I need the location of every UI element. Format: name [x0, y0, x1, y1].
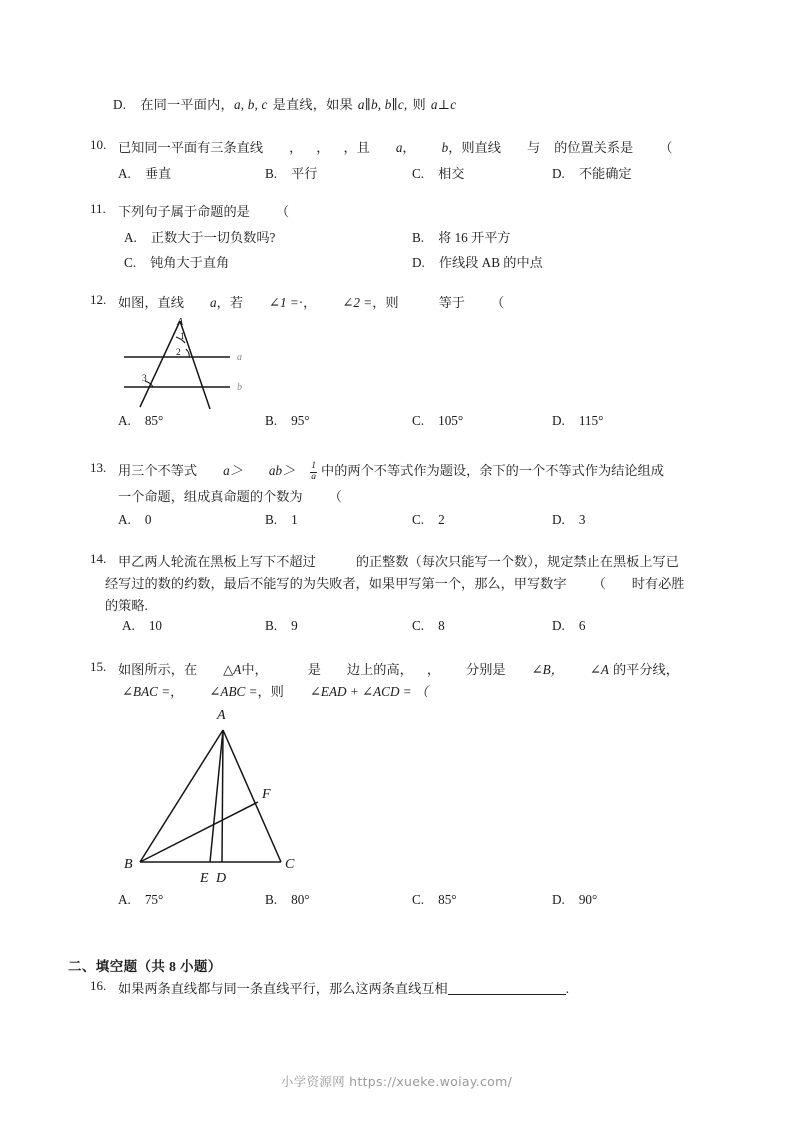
- option-label: D.: [552, 892, 565, 907]
- fraction-numerator: 1: [311, 461, 317, 472]
- q15-angle-a: ∠A: [589, 662, 609, 677]
- q15-line2-c: ∠ABC =: [209, 684, 258, 699]
- q12-stem-d: 等于: [438, 295, 465, 310]
- option-label: A.: [118, 166, 131, 181]
- q13-expr-2: ab＞: [268, 463, 296, 478]
- q16-stem-text: 如果两条直线都与同一条直线平行，那么这两条直线互相: [118, 981, 448, 996]
- option-text: 1: [291, 512, 298, 527]
- svg-text:B: B: [124, 857, 133, 872]
- option-text: 105°: [438, 413, 464, 428]
- q10-stem-a: 已知同一平面有三条直线: [118, 140, 264, 155]
- q10-paren: （: [659, 140, 673, 155]
- question-13-stem-line-1: [118, 460, 664, 483]
- question-13-option-a[interactable]: [118, 512, 151, 528]
- q15-line2-a: ∠BAC =: [122, 684, 171, 699]
- option-label: C.: [124, 255, 137, 270]
- q12-paren: （: [490, 295, 505, 310]
- option-label: C.: [412, 413, 425, 428]
- question-15-option-b[interactable]: [265, 892, 310, 908]
- q11-paren: （: [275, 204, 290, 219]
- option-label: A.: [118, 892, 131, 907]
- question-14-option-d[interactable]: [552, 618, 585, 634]
- option-text: 在同一平面内，: [140, 97, 234, 112]
- option-text: 不能确定: [578, 166, 632, 181]
- q15-triangle: △A: [223, 662, 242, 677]
- question-10-option-a[interactable]: [118, 163, 171, 182]
- question-11-stem: [118, 201, 289, 223]
- option-label: C.: [412, 618, 425, 633]
- q15-line1-f: 分别是: [466, 662, 506, 677]
- q14-line2-b: 时有必胜: [631, 576, 685, 591]
- svg-text:1: 1: [180, 332, 185, 342]
- option-text: 85°: [144, 413, 164, 428]
- question-11-option-c[interactable]: [124, 252, 229, 271]
- q14-line1-b: 的正整数（每次只能写一个数），规定禁止在黑板上写已: [355, 554, 679, 569]
- question-12-number: 12.: [90, 292, 107, 307]
- q12-var-1: a: [209, 295, 217, 310]
- question-14-stem-line-1: [118, 551, 679, 573]
- option-text: 3: [578, 512, 586, 527]
- q12-angle-1: ∠1 =: [268, 295, 299, 310]
- q16-period: .: [565, 981, 569, 996]
- option-label: D.: [552, 618, 565, 633]
- q15-line1-b: 中，: [241, 662, 268, 677]
- option-label: D.: [412, 255, 425, 270]
- option-label: B.: [265, 892, 278, 907]
- q13-stem-b: 中的两个不等式作为题设，余下的一个不等式作为结论组成: [321, 463, 664, 478]
- q10-var-2: b: [441, 140, 449, 155]
- q13-stem-c: 一个命题，组成真命题的个数为: [118, 489, 303, 504]
- section-2-heading: 二、填空题（共 8 小题）: [68, 959, 222, 974]
- option-text: 10: [148, 618, 163, 633]
- q12-angle-2: ∠2 =: [342, 295, 373, 310]
- q10-stem-h: 的位置关系是: [554, 140, 634, 155]
- q10-stem-d: ，且: [343, 140, 370, 155]
- svg-text:2: 2: [176, 348, 181, 358]
- option-label: A.: [118, 413, 131, 428]
- svg-text:3: 3: [142, 374, 147, 384]
- option-label: D.: [552, 413, 565, 428]
- fraction-denominator: a: [311, 472, 317, 483]
- q10-stem-e: ，: [402, 140, 416, 155]
- option-text-3: 则: [412, 97, 426, 112]
- option-label: C.: [412, 166, 425, 181]
- q14-paren: （: [592, 576, 606, 591]
- option-text: 0: [144, 512, 152, 527]
- q10-stem-f: ，则直线: [448, 140, 501, 155]
- option-text: 2: [438, 512, 445, 527]
- question-16-stem: [118, 978, 569, 1000]
- question-14-stem-line-3: [105, 595, 148, 617]
- option-text: 90°: [578, 892, 598, 907]
- option-text-2: 是直线，如果: [272, 97, 353, 112]
- svg-text:A: A: [177, 317, 184, 328]
- option-text: 8: [438, 618, 445, 633]
- question-10-option-d[interactable]: [552, 163, 632, 182]
- q12-stem-b: ，若: [216, 295, 243, 310]
- question-15-stem-line-1: [118, 659, 679, 681]
- svg-text:C: C: [285, 857, 295, 872]
- question-10-stem: [118, 137, 672, 159]
- q10-stem-b: ，: [289, 140, 303, 155]
- q15-line1-g: 的平分线，: [612, 662, 679, 677]
- option-label: A.: [122, 618, 135, 633]
- q10-stem-c: ，: [316, 140, 330, 155]
- option-label: D.: [113, 97, 127, 112]
- option-text: 85°: [438, 892, 457, 907]
- question-14-option-b[interactable]: [265, 618, 298, 634]
- option-condition: a∥b, b∥c,: [357, 97, 408, 112]
- q13-fraction: [310, 462, 317, 483]
- option-label: A.: [124, 230, 137, 245]
- q12-stem-a: 如图，直线: [118, 295, 184, 310]
- q10-stem-g: 与: [526, 140, 541, 155]
- question-13-option-c[interactable]: [412, 512, 445, 528]
- q10-var-1: a: [395, 140, 403, 155]
- q11-stem-text: 下列句子属于命题的是: [118, 204, 250, 219]
- option-text: 平行: [291, 166, 318, 181]
- question-15-option-d[interactable]: [552, 892, 597, 908]
- svg-text:E: E: [200, 871, 209, 886]
- option-label: B.: [265, 166, 278, 181]
- question-12-option-a[interactable]: [118, 413, 163, 429]
- svg-text:b: b: [237, 382, 242, 393]
- option-label: A.: [118, 512, 131, 527]
- q13-stem-a: 用三个不等式: [118, 463, 198, 478]
- option-label: D.: [552, 512, 565, 527]
- q14-line3: 的策略.: [105, 598, 148, 613]
- question-16-number: 16.: [90, 978, 107, 993]
- footer-watermark: 小学资源网 https://xueke.woiay.com/: [280, 1074, 513, 1089]
- option-text: 正数大于一切负数吗?: [150, 230, 276, 245]
- svg-text:a: a: [237, 352, 242, 363]
- option-text: 115°: [578, 413, 604, 428]
- question-14-option-a[interactable]: [122, 618, 162, 634]
- option-text: 相交: [438, 166, 465, 181]
- option-text: 垂直: [144, 166, 172, 181]
- question-13-number: 13.: [90, 460, 107, 475]
- question-13-stem-line-2: [118, 486, 342, 508]
- question-13-option-b[interactable]: [265, 512, 298, 528]
- question-10-number: 10.: [90, 137, 107, 152]
- question-12-option-d[interactable]: [552, 413, 603, 429]
- question-9-option-d: [113, 94, 456, 116]
- q15-line1-a: 如图所示，在: [118, 662, 198, 677]
- question-14-number: 14.: [90, 551, 107, 566]
- question-15-stem-line-2: [122, 681, 428, 703]
- question-10-option-b[interactable]: [265, 163, 317, 182]
- q15-line1-c: 是: [307, 662, 321, 677]
- q12-angle-1-value: ·，: [298, 295, 317, 310]
- q15-angle-b: ∠B，: [531, 662, 564, 677]
- option-text: 作线段 AB 的中点: [438, 255, 543, 270]
- option-text: 80°: [291, 892, 310, 907]
- option-label: D.: [552, 166, 565, 181]
- question-15-option-a[interactable]: [118, 892, 163, 908]
- svg-text:A: A: [217, 708, 226, 723]
- question-15-option-c[interactable]: [412, 892, 457, 908]
- option-label: B.: [265, 512, 278, 527]
- question-11-option-a[interactable]: [124, 227, 275, 246]
- option-text: 75°: [144, 892, 164, 907]
- question-10-option-c[interactable]: [412, 163, 464, 182]
- q15-line2-d: ，则: [257, 684, 284, 699]
- option-conclusion: a⊥c: [430, 97, 457, 112]
- option-text: 6: [578, 618, 586, 633]
- q13-paren: （: [328, 489, 342, 504]
- question-15-number: 15.: [90, 659, 107, 674]
- question-15-figure: [118, 702, 308, 887]
- q15-line1-e: ，: [426, 662, 441, 677]
- q12-angle-2-value: ，: [372, 295, 386, 310]
- question-12-figure: [118, 315, 258, 410]
- question-11-option-b[interactable]: [412, 227, 511, 246]
- q14-line1-a: 甲乙两人轮流在黑板上写下不超过: [118, 554, 316, 569]
- question-11-number: 11.: [90, 201, 106, 216]
- option-label: B.: [412, 230, 425, 245]
- option-label: B.: [265, 618, 278, 633]
- option-text: 将 16 开平方: [438, 230, 511, 245]
- q15-line2-e: ∠EAD + ∠ACD = （: [309, 684, 429, 699]
- option-text: 钝角大于直角: [150, 255, 230, 270]
- q15-line2-b: ，: [170, 684, 184, 699]
- question-12-stem: [118, 292, 504, 314]
- option-vars: a, b, c: [233, 97, 268, 112]
- question-12-option-c[interactable]: [412, 413, 463, 429]
- q14-line2-a: 经写过的数的约数，最后不能写的为失败者，如果甲写第一个，那么，甲写数字: [105, 576, 567, 591]
- option-label: B.: [265, 413, 278, 428]
- q12-stem-c: 则: [385, 295, 399, 310]
- question-14-stem-line-2: [105, 573, 685, 595]
- fill-in-blank[interactable]: [448, 980, 566, 995]
- svg-text:D: D: [216, 871, 227, 886]
- q13-expr-1: a＞: [223, 463, 243, 478]
- question-14-option-c[interactable]: [412, 618, 445, 634]
- option-text: 95°: [291, 413, 310, 428]
- question-12-option-b[interactable]: [265, 413, 310, 429]
- option-text: 9: [291, 618, 298, 633]
- option-label: C.: [412, 892, 425, 907]
- question-13-option-d[interactable]: [552, 512, 585, 528]
- question-11-option-d[interactable]: [412, 252, 543, 271]
- option-label: C.: [412, 512, 425, 527]
- q15-line1-d: 边上的高，: [346, 662, 413, 677]
- svg-text:F: F: [262, 787, 271, 802]
